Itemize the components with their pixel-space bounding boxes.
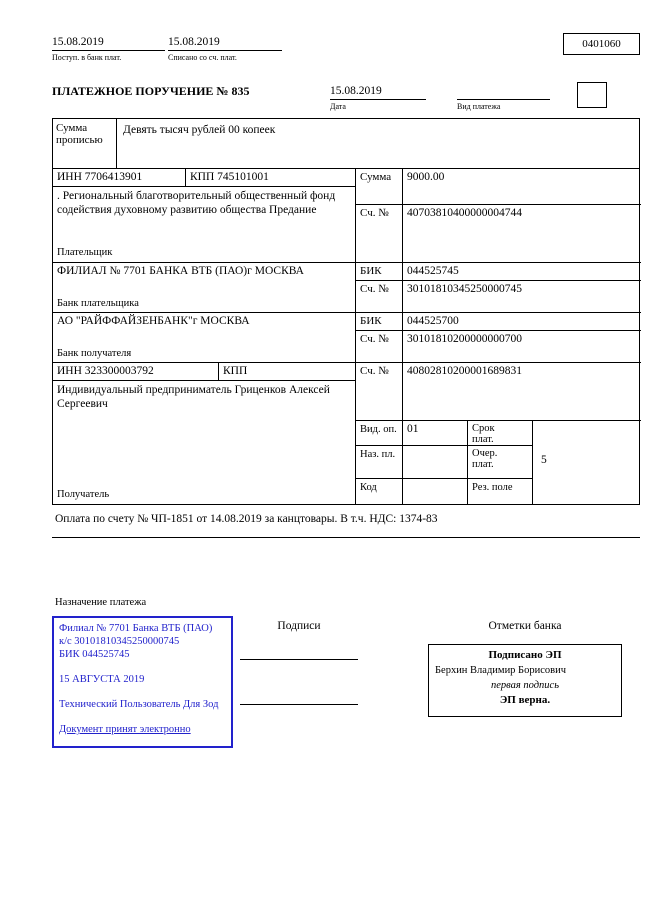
amount-label: Сумма bbox=[356, 169, 403, 205]
payment-priority-value: 5 bbox=[541, 454, 547, 466]
beneficiary-bank-cell bbox=[53, 313, 356, 363]
payer-account-label: Сч. № bbox=[356, 205, 403, 263]
debited-date-value: 15.08.2019 bbox=[168, 34, 282, 51]
beneficiary-bank-account-value: 30101810200000000700 bbox=[403, 331, 641, 363]
document-date-block bbox=[330, 84, 426, 111]
received-date-block bbox=[52, 34, 165, 62]
document-title: ПЛАТЕЖНОЕ ПОРУЧЕНИЕ № 835 bbox=[52, 84, 250, 98]
received-date-value: 15.08.2019 bbox=[52, 34, 165, 51]
payment-purpose-code-label: Наз. пл. bbox=[356, 446, 403, 479]
code-value bbox=[403, 479, 468, 505]
first-signature-label: первая подпись bbox=[490, 680, 559, 691]
payer-section-label: Плательщик bbox=[57, 247, 113, 258]
payment-kind-block bbox=[457, 84, 550, 111]
ep-valid-label: ЭП верна. bbox=[499, 694, 551, 706]
reserve-field-label: Рез. поле bbox=[468, 479, 533, 505]
signature-line-1 bbox=[240, 659, 358, 660]
bank-marks-label: Отметки банка bbox=[488, 620, 562, 632]
document-date-label: Дата bbox=[330, 102, 346, 111]
received-date-label: Поступ. в банк плат. bbox=[52, 53, 122, 62]
amount-in-words-section bbox=[52, 118, 640, 168]
payer-bank-cell bbox=[53, 263, 356, 313]
beneficiary-bank-account-label: Сч. № bbox=[356, 331, 403, 363]
payment-purpose-text: Оплата по счету № ЧП-1851 от 14.08.2019 за канцтовары. В т.ч. НДС: 1374-83 bbox=[55, 513, 438, 525]
payer-cell bbox=[53, 187, 356, 263]
payer-bank-name: ФИЛИАЛ № 7701 БАНКА ВТБ (ПАО)г МОСКВА bbox=[57, 265, 304, 277]
recipient-account-value: 40802810200001689831 bbox=[403, 363, 641, 421]
payment-term-label: Срок плат. bbox=[468, 421, 533, 446]
recipient-account-label: Сч. № bbox=[356, 363, 403, 421]
recipient-name: Индивидуальный предприниматель Гриценков Алексей Сергеевич bbox=[57, 384, 330, 410]
amount-in-words-label: Сумма прописью bbox=[56, 122, 103, 146]
recipient-inn: ИНН 323300003792 bbox=[53, 363, 219, 381]
beneficiary-bank-bik-value: 044525700 bbox=[403, 313, 641, 331]
signer-name: Берхин Владимир Борисович bbox=[435, 665, 566, 676]
payer-bank-account-value: 30101810345250000745 bbox=[403, 281, 641, 313]
signed-ep-label: Подписано ЭП bbox=[488, 649, 562, 661]
debited-date-label: Списано со сч. плат. bbox=[168, 53, 237, 62]
beneficiary-bank-name: АО "РАЙФФАЙЗЕНБАНК"г МОСКВА bbox=[57, 315, 250, 327]
payer-name: . Региональный благотворительный общественный фонд содействия духовному развитию общества Предание bbox=[57, 190, 336, 216]
debited-date-block bbox=[168, 34, 282, 62]
payment-priority-label: Очер. плат. bbox=[468, 446, 533, 479]
payment-kind-label: Вид платежа bbox=[457, 102, 501, 111]
payer-account-value: 40703810400000004744 bbox=[403, 205, 641, 263]
payment-purpose-label: Назначение платежа bbox=[55, 597, 147, 608]
purpose-divider bbox=[52, 537, 640, 538]
stamp-date: 15 АВГУСТА 2019 bbox=[59, 674, 145, 685]
operation-type-label: Вид. оп. bbox=[356, 421, 403, 446]
signature-line-2 bbox=[240, 704, 358, 705]
payment-purpose-code-value bbox=[403, 446, 468, 479]
payer-bank-section-label: Банк плательщика bbox=[57, 298, 139, 309]
beneficiary-bank-section-label: Банк получателя bbox=[57, 348, 132, 359]
status-code-box bbox=[577, 82, 607, 108]
signature-stamp-box bbox=[428, 644, 622, 717]
stamp-bank-name: Филиал № 7701 Банка ВТБ (ПАО) к/с 30101810345250000745 БИК 044525745 bbox=[59, 623, 213, 660]
stamp-user: Технический Пользователь Для Зод bbox=[59, 699, 219, 710]
signatures-label: Подписи bbox=[277, 620, 321, 632]
stamp-accepted-note: Документ принят электронно bbox=[59, 724, 191, 735]
payer-kpp: КПП 745101001 bbox=[186, 169, 356, 187]
document-date-value: 15.08.2019 bbox=[330, 84, 426, 100]
bank-electronic-stamp bbox=[52, 616, 233, 748]
payment-kind-value bbox=[457, 84, 550, 100]
payer-inn: ИНН 7706413901 bbox=[53, 169, 186, 187]
operation-type-value: 01 bbox=[403, 421, 468, 446]
beneficiary-bank-bik-label: БИК bbox=[356, 313, 403, 331]
recipient-kpp-label: КПП bbox=[219, 363, 356, 381]
payer-bank-bik-value: 044525745 bbox=[403, 263, 641, 281]
payer-bank-bik-label: БИК bbox=[356, 263, 403, 281]
payer-bank-account-label: Сч. № bbox=[356, 281, 403, 313]
form-code-box: 0401060 bbox=[563, 33, 640, 55]
requisites-table bbox=[52, 168, 640, 505]
recipient-section-label: Получатель bbox=[57, 489, 110, 500]
code-label: Код bbox=[356, 479, 403, 505]
amount-value: 9000.00 bbox=[403, 169, 641, 205]
amount-in-words-value: Девять тысяч рублей 00 копеек bbox=[116, 119, 639, 168]
recipient-cell bbox=[53, 381, 356, 504]
